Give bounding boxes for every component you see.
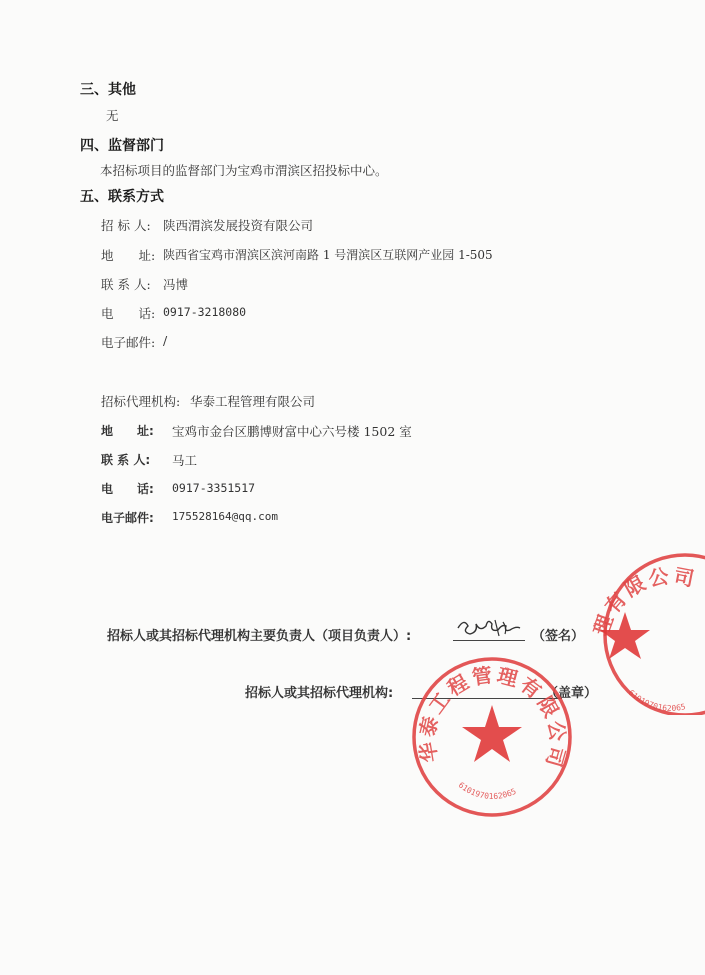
agency-phone-label: 电 话: <box>101 482 154 496</box>
svg-text:6101970162065 <box>627 688 687 713</box>
company-seal <box>410 655 575 820</box>
agency-address: 宝鸡市金台区鹏博财富中心六号楼 1502 室 <box>172 424 412 439</box>
agency-name-label: 招标代理机构: <box>101 394 181 409</box>
section-3-heading: 三、其他 <box>80 82 136 98</box>
section-3-content: 无 <box>106 108 119 123</box>
seal-partial-number: 6101970162065 <box>626 688 687 713</box>
handwritten-signature <box>455 614 527 640</box>
section-5-heading: 五、联系方式 <box>80 189 164 205</box>
signature-label: 招标人或其招标代理机构主要负责人（项目负责人）: <box>107 629 412 644</box>
seal-partial-text: 理有限公司 <box>588 563 699 639</box>
tenderer-contact: 冯博 <box>163 277 189 292</box>
stamp-line-label: 招标人或其招标代理机构: <box>245 686 394 701</box>
seal-main-number: 6101970162065 <box>456 780 518 802</box>
tenderer-name-label: 招 标 人: <box>101 218 151 233</box>
tenderer-address-label: 地 址: <box>101 248 156 263</box>
seal-main-text: 华泰工程管理有限公司 <box>414 662 571 773</box>
tenderer-phone-label: 电 话: <box>101 306 156 321</box>
tenderer-contact-label: 联 系 人: <box>101 277 151 292</box>
agency-contact: 马工 <box>172 453 198 468</box>
agency-phone: 0917-3351517 <box>172 481 256 495</box>
tenderer-name: 陕西渭滨发展投资有限公司 <box>163 218 314 233</box>
seal-star-icon <box>462 705 522 762</box>
agency-email-label: 电子邮件: <box>101 511 154 525</box>
signature-scribble <box>455 614 527 640</box>
agency-contact-label: 联 系 人: <box>101 453 151 467</box>
signature-suffix: （签名） <box>532 629 585 644</box>
section-4-heading: 四、监督部门 <box>80 138 164 154</box>
agency-address-label: 地 址: <box>101 424 154 438</box>
tenderer-address: 陕西省宝鸡市渭滨区滨河南路 1 号渭滨区互联网产业园 1-505 <box>163 248 493 262</box>
tenderer-phone: 0917-3218080 <box>163 305 247 319</box>
svg-text:6101970162065 <box>457 780 518 801</box>
stamp-line-suffix: （盖章） <box>545 686 598 701</box>
agency-email: 175528164@qq.com <box>172 510 278 523</box>
tenderer-email-label: 电子邮件: <box>101 335 156 350</box>
agency-name: 华泰工程管理有限公司 <box>190 394 316 409</box>
partial-company-seal <box>585 550 705 715</box>
signature-underline <box>453 640 525 641</box>
section-4-content: 本招标项目的监督部门为宝鸡市渭滨区招投标中心。 <box>100 163 388 178</box>
svg-text:理有限公司 <box>589 564 699 639</box>
tenderer-email: / <box>163 333 168 348</box>
